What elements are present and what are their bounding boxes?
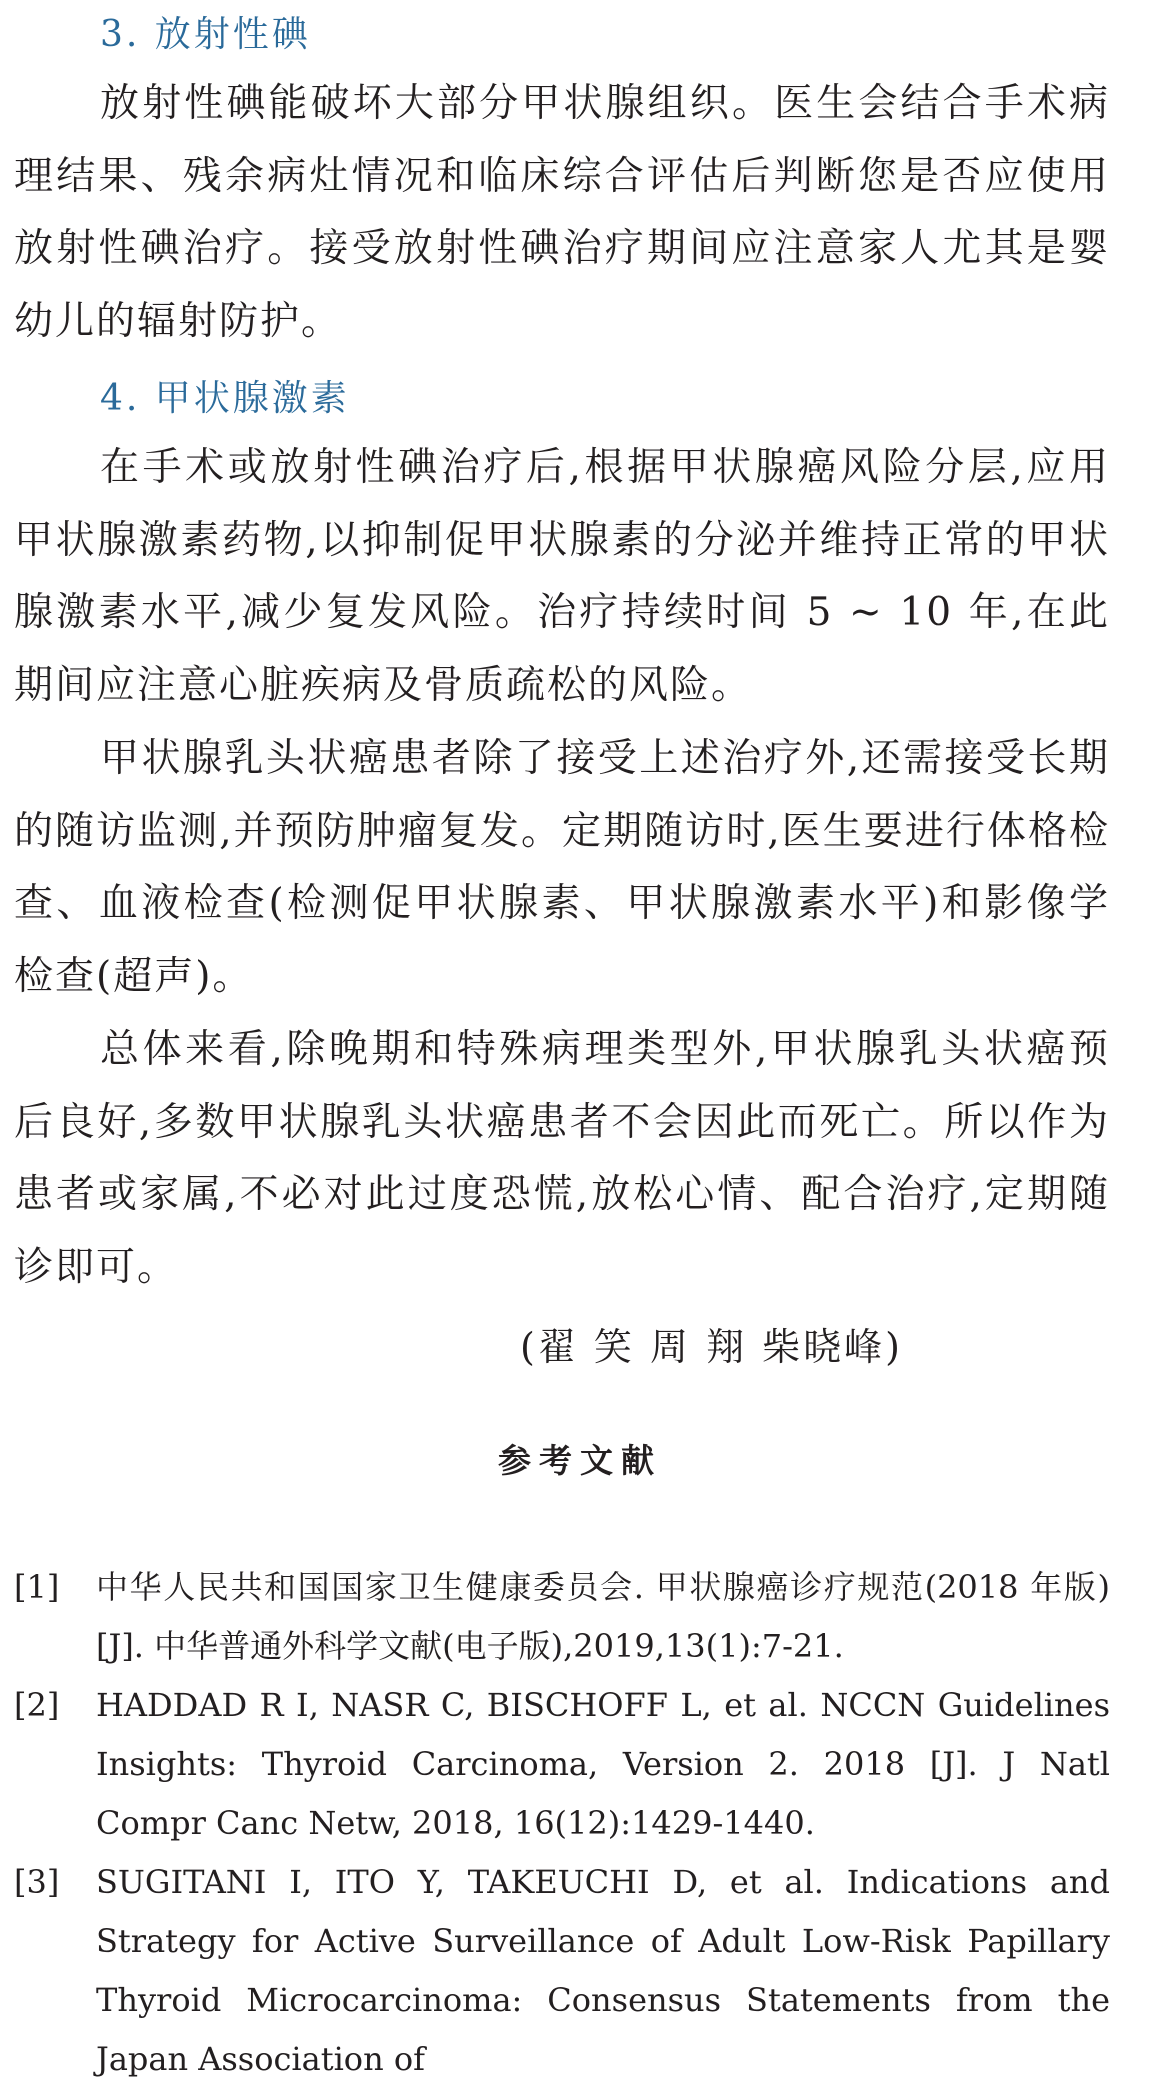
reference-text: 中华人民共和国国家卫生健康委员会. 甲状腺癌诊疗规范(2018 年版)[J]. 中华普通外科学文献(电子版),2019,13(1):7-21.	[96, 1568, 1110, 1665]
paragraph-summary: 总体来看,除晚期和特殊病理类型外,甲状腺乳头状癌预后良好,多数甲状腺乳头状癌患者不会因此而死亡。所以作为患者或家属,不必对此过度恐慌,放松心情、配合治疗,定期随诊即可。	[14, 1027, 1110, 1290]
authors-line: (翟 笑 周 翔 柴晓峰)	[520, 1325, 903, 1369]
reference-item	[14, 1558, 1110, 1676]
section-heading-radioactive-iodine: 3. 放射性碘	[100, 14, 311, 55]
paragraph-follow-up: 甲状腺乳头状癌患者除了接受上述治疗外,还需接受长期的随访监测,并预防肿瘤复发。定期随访时,医生要进行体格检查、血液检查(检测促甲状腺素、甲状腺激素水平)和影像学检查(超声)。	[14, 736, 1110, 999]
reference-text: HADDAD R I, NASR C, BISCHOFF L, et al. NCCN Guidelines Insights: Thyroid Carcinoma, Version 2. 2018 [J]. J Natl Compr Canc Netw, 2018, 16(12):1429-1440.	[96, 1686, 1110, 1842]
section-heading-thyroid-hormone: 4. 甲状腺激素	[100, 378, 350, 419]
reference-item	[14, 1676, 1110, 1853]
reference-number: [1]	[14, 1568, 60, 1606]
paragraph-radioactive-iodine: 放射性碘能破坏大部分甲状腺组织。医生会结合手术病理结果、残余病灶情况和临床综合评估后判断您是否应使用放射性碘治疗。接受放射性碘治疗期间应注意家人尤其是婴幼儿的辐射防护。	[14, 81, 1110, 344]
references-title: 参考文献	[498, 1441, 662, 1480]
reference-list	[14, 1558, 1110, 2089]
reference-item	[14, 1853, 1110, 2089]
reference-number: [3]	[14, 1863, 60, 1901]
reference-number: [2]	[14, 1686, 60, 1724]
paragraph-thyroid-hormone: 在手术或放射性碘治疗后,根据甲状腺癌风险分层,应用甲状腺激素药物,以抑制促甲状腺素的分泌并维持正常的甲状腺激素水平,减少复发风险。治疗持续时间 5 ~ 10 年,在此期间应注意心脏疾病及骨质疏松的风险。	[14, 445, 1110, 708]
reference-text: SUGITANI I, ITO Y, TAKEUCHI D, et al. Indications and Strategy for Active Surveillance of Adult Low-Risk Papillary Thyroid Microcarcinoma: Consensus Statements from the Japan Association of	[96, 1863, 1110, 2078]
